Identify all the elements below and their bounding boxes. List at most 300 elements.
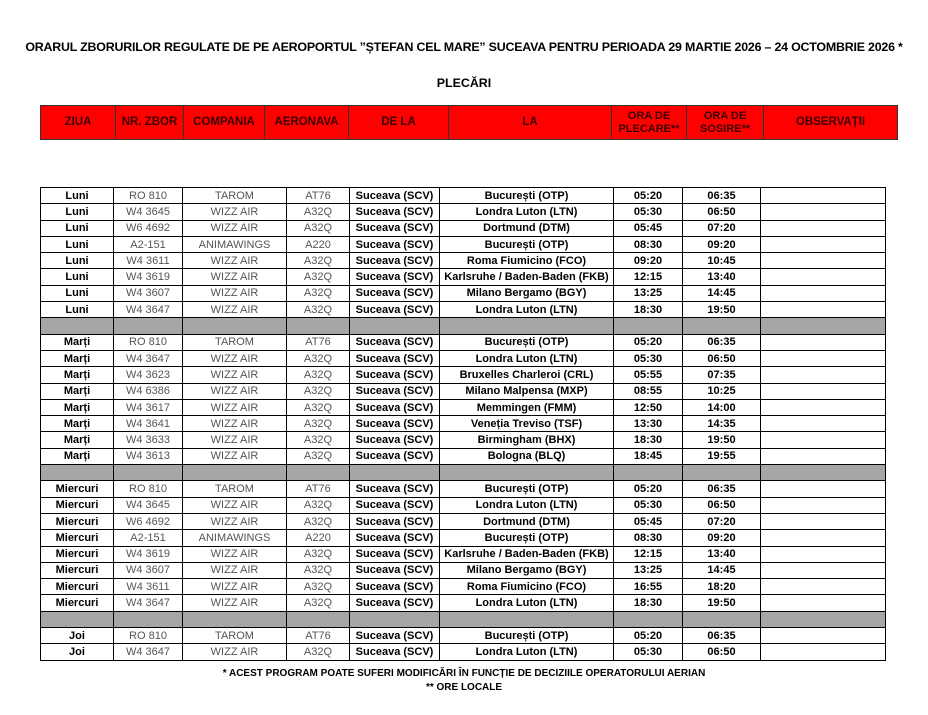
flight-number-cell: W4 3619	[114, 546, 183, 562]
arrival-time-cell: 19:50	[683, 432, 761, 448]
airline-cell: WIZZ AIR	[183, 383, 287, 399]
aircraft-cell: A32Q	[287, 513, 350, 529]
airline-cell: WIZZ AIR	[183, 644, 287, 660]
day-cell: Marți	[41, 399, 114, 415]
flight-number-cell: W4 3647	[114, 595, 183, 611]
flight-number-cell: W4 3623	[114, 367, 183, 383]
flight-row	[41, 448, 886, 464]
separator-cell	[183, 318, 287, 334]
notes-cell	[761, 416, 886, 432]
day-cell: Marți	[41, 383, 114, 399]
arrival-time-cell: 10:45	[683, 253, 761, 269]
separator-cell	[350, 318, 440, 334]
day-cell: Marți	[41, 416, 114, 432]
flight-row	[41, 334, 886, 350]
departure-time-cell: 18:30	[614, 432, 683, 448]
flight-row	[41, 628, 886, 644]
departure-time-cell: 08:30	[614, 236, 683, 252]
arrival-time-cell: 06:50	[683, 204, 761, 220]
departure-time-cell: 09:20	[614, 253, 683, 269]
origin-cell: Suceava (SCV)	[350, 236, 440, 252]
aircraft-cell: AT76	[287, 628, 350, 644]
departure-time-cell: 13:25	[614, 562, 683, 578]
flight-number-cell: W4 3611	[114, 253, 183, 269]
arrival-time-cell: 09:20	[683, 530, 761, 546]
notes-cell	[761, 220, 886, 236]
separator-cell	[683, 611, 761, 627]
header-to: LA	[449, 106, 612, 140]
day-cell: Miercuri	[41, 562, 114, 578]
flight-row	[41, 220, 886, 236]
day-cell: Luni	[41, 253, 114, 269]
arrival-time-cell: 06:50	[683, 350, 761, 366]
aircraft-cell: A220	[287, 236, 350, 252]
separator-cell	[350, 465, 440, 481]
airline-cell: ANIMAWINGS	[183, 530, 287, 546]
aircraft-cell: A32Q	[287, 399, 350, 415]
departure-time-cell: 12:50	[614, 399, 683, 415]
arrival-time-cell: 06:50	[683, 497, 761, 513]
flight-row	[41, 188, 886, 204]
separator-cell	[287, 318, 350, 334]
flight-row	[41, 383, 886, 399]
day-cell: Marți	[41, 350, 114, 366]
notes-cell	[761, 253, 886, 269]
destination-cell: Dortmund (DTM)	[440, 513, 614, 529]
airline-cell: WIZZ AIR	[183, 562, 287, 578]
separator-cell	[114, 318, 183, 334]
arrival-time-cell: 07:20	[683, 220, 761, 236]
aircraft-cell: AT76	[287, 481, 350, 497]
day-separator-row	[41, 318, 886, 334]
notes-cell	[761, 367, 886, 383]
aircraft-cell: A32Q	[287, 644, 350, 660]
day-cell: Joi	[41, 644, 114, 660]
origin-cell: Suceava (SCV)	[350, 416, 440, 432]
notes-cell	[761, 334, 886, 350]
airline-cell: TAROM	[183, 628, 287, 644]
header-from: DE LA	[349, 106, 449, 140]
departure-time-cell: 05:45	[614, 220, 683, 236]
arrival-time-cell: 06:35	[683, 481, 761, 497]
flight-number-cell: W4 3611	[114, 579, 183, 595]
arrival-time-cell: 19:50	[683, 302, 761, 318]
header-arrival: ORA DE SOSIRE**	[687, 106, 764, 140]
separator-cell	[440, 611, 614, 627]
flight-row	[41, 399, 886, 415]
document-title: ORARUL ZBORURILOR REGULATE DE PE AEROPORTUL ”ȘTEFAN CEL MARE” SUCEAVA PENTRU PERIOADA 29 MARTIE 2026 – 24 OCTOMBRIE 2026 *	[25, 40, 903, 54]
separator-cell	[761, 611, 886, 627]
destination-cell: Veneția Treviso (TSF)	[440, 416, 614, 432]
departure-time-cell: 12:15	[614, 546, 683, 562]
separator-cell	[114, 611, 183, 627]
airline-cell: WIZZ AIR	[183, 432, 287, 448]
day-cell: Miercuri	[41, 513, 114, 529]
destination-cell: Milano Bergamo (BGY)	[440, 562, 614, 578]
airline-cell: WIZZ AIR	[183, 204, 287, 220]
destination-cell: Bruxelles Charleroi (CRL)	[440, 367, 614, 383]
day-separator-row	[41, 465, 886, 481]
departure-time-cell: 13:30	[614, 416, 683, 432]
destination-cell: Londra Luton (LTN)	[440, 644, 614, 660]
separator-cell	[761, 465, 886, 481]
aircraft-cell: A32Q	[287, 579, 350, 595]
arrival-time-cell: 07:35	[683, 367, 761, 383]
arrival-time-cell: 14:00	[683, 399, 761, 415]
destination-cell: Karlsruhe / Baden-Baden (FKB)	[440, 269, 614, 285]
destination-cell: Londra Luton (LTN)	[440, 302, 614, 318]
flight-row	[41, 236, 886, 252]
airline-cell: WIZZ AIR	[183, 416, 287, 432]
origin-cell: Suceava (SCV)	[350, 513, 440, 529]
arrival-time-cell: 09:20	[683, 236, 761, 252]
aircraft-cell: A32Q	[287, 546, 350, 562]
header-airline: COMPANIA	[184, 106, 265, 140]
arrival-time-cell: 14:45	[683, 285, 761, 301]
origin-cell: Suceava (SCV)	[350, 432, 440, 448]
flight-row	[41, 579, 886, 595]
header-day: ZIUA	[41, 106, 116, 140]
aircraft-cell: A32Q	[287, 416, 350, 432]
aircraft-cell: A32Q	[287, 350, 350, 366]
separator-cell	[114, 465, 183, 481]
notes-cell	[761, 562, 886, 578]
aircraft-cell: A32Q	[287, 204, 350, 220]
day-cell: Miercuri	[41, 530, 114, 546]
departure-time-cell: 08:55	[614, 383, 683, 399]
airline-cell: WIZZ AIR	[183, 579, 287, 595]
flight-number-cell: W4 3619	[114, 269, 183, 285]
day-cell: Miercuri	[41, 497, 114, 513]
aircraft-cell: A32Q	[287, 269, 350, 285]
aircraft-cell: AT76	[287, 334, 350, 350]
notes-cell	[761, 204, 886, 220]
destination-cell: București (OTP)	[440, 628, 614, 644]
aircraft-cell: A32Q	[287, 562, 350, 578]
notes-cell	[761, 269, 886, 285]
airline-cell: WIZZ AIR	[183, 546, 287, 562]
notes-cell	[761, 628, 886, 644]
departure-time-cell: 18:30	[614, 595, 683, 611]
separator-cell	[183, 611, 287, 627]
origin-cell: Suceava (SCV)	[350, 546, 440, 562]
aircraft-cell: A32Q	[287, 432, 350, 448]
flight-row	[41, 302, 886, 318]
destination-cell: Roma Fiumicino (FCO)	[440, 253, 614, 269]
origin-cell: Suceava (SCV)	[350, 481, 440, 497]
notes-cell	[761, 448, 886, 464]
notes-cell	[761, 644, 886, 660]
destination-cell: Milano Bergamo (BGY)	[440, 285, 614, 301]
separator-cell	[683, 465, 761, 481]
origin-cell: Suceava (SCV)	[350, 204, 440, 220]
separator-cell	[287, 465, 350, 481]
flight-number-cell: W4 6386	[114, 383, 183, 399]
separator-cell	[614, 465, 683, 481]
destination-cell: Dortmund (DTM)	[440, 220, 614, 236]
origin-cell: Suceava (SCV)	[350, 530, 440, 546]
destination-cell: Milano Malpensa (MXP)	[440, 383, 614, 399]
airline-cell: TAROM	[183, 334, 287, 350]
arrival-time-cell: 07:20	[683, 513, 761, 529]
day-cell: Luni	[41, 302, 114, 318]
notes-cell	[761, 236, 886, 252]
separator-cell	[41, 611, 114, 627]
day-cell: Joi	[41, 628, 114, 644]
flight-row	[41, 416, 886, 432]
flight-row	[41, 497, 886, 513]
origin-cell: Suceava (SCV)	[350, 285, 440, 301]
notes-cell	[761, 579, 886, 595]
header-departure: ORA DE PLECARE**	[612, 106, 687, 140]
arrival-time-cell: 14:45	[683, 562, 761, 578]
airline-cell: WIZZ AIR	[183, 497, 287, 513]
departure-time-cell: 05:20	[614, 188, 683, 204]
origin-cell: Suceava (SCV)	[350, 188, 440, 204]
flight-number-cell: W4 3607	[114, 285, 183, 301]
departure-time-cell: 05:20	[614, 481, 683, 497]
destination-cell: Londra Luton (LTN)	[440, 595, 614, 611]
origin-cell: Suceava (SCV)	[350, 334, 440, 350]
departure-time-cell: 05:30	[614, 644, 683, 660]
flight-number-cell: A2-151	[114, 236, 183, 252]
airline-cell: WIZZ AIR	[183, 220, 287, 236]
destination-cell: București (OTP)	[440, 481, 614, 497]
destination-cell: Bologna (BLQ)	[440, 448, 614, 464]
flight-row	[41, 595, 886, 611]
destination-cell: București (OTP)	[440, 188, 614, 204]
departure-time-cell: 05:45	[614, 513, 683, 529]
separator-cell	[183, 465, 287, 481]
flight-row	[41, 481, 886, 497]
origin-cell: Suceava (SCV)	[350, 644, 440, 660]
departure-time-cell: 08:30	[614, 530, 683, 546]
day-cell: Luni	[41, 204, 114, 220]
separator-cell	[350, 611, 440, 627]
flight-row	[41, 269, 886, 285]
arrival-time-cell: 06:50	[683, 644, 761, 660]
departure-time-cell: 18:30	[614, 302, 683, 318]
flight-number-cell: W4 3647	[114, 350, 183, 366]
departure-time-cell: 16:55	[614, 579, 683, 595]
departure-time-cell: 13:25	[614, 285, 683, 301]
aircraft-cell: A32Q	[287, 285, 350, 301]
aircraft-cell: A32Q	[287, 497, 350, 513]
day-cell: Luni	[41, 269, 114, 285]
notes-cell	[761, 513, 886, 529]
airline-cell: TAROM	[183, 188, 287, 204]
flight-number-cell: RO 810	[114, 188, 183, 204]
destination-cell: Londra Luton (LTN)	[440, 204, 614, 220]
flight-row	[41, 644, 886, 660]
separator-cell	[41, 318, 114, 334]
origin-cell: Suceava (SCV)	[350, 595, 440, 611]
day-cell: Luni	[41, 188, 114, 204]
arrival-time-cell: 19:55	[683, 448, 761, 464]
notes-cell	[761, 595, 886, 611]
separator-cell	[440, 318, 614, 334]
notes-cell	[761, 383, 886, 399]
departure-time-cell: 05:30	[614, 204, 683, 220]
destination-cell: Memmingen (FMM)	[440, 399, 614, 415]
destination-cell: Birmingham (BHX)	[440, 432, 614, 448]
destination-cell: București (OTP)	[440, 530, 614, 546]
origin-cell: Suceava (SCV)	[350, 269, 440, 285]
flight-row	[41, 432, 886, 448]
origin-cell: Suceava (SCV)	[350, 350, 440, 366]
airline-cell: WIZZ AIR	[183, 399, 287, 415]
day-cell: Miercuri	[41, 546, 114, 562]
separator-cell	[761, 318, 886, 334]
departure-time-cell: 12:15	[614, 269, 683, 285]
airline-cell: WIZZ AIR	[183, 269, 287, 285]
flight-number-cell: W4 3645	[114, 204, 183, 220]
separator-cell	[287, 611, 350, 627]
flight-number-cell: W4 3647	[114, 302, 183, 318]
origin-cell: Suceava (SCV)	[350, 562, 440, 578]
departure-time-cell: 05:55	[614, 367, 683, 383]
day-cell: Marți	[41, 334, 114, 350]
flight-number-cell: W4 3633	[114, 432, 183, 448]
destination-cell: Londra Luton (LTN)	[440, 497, 614, 513]
origin-cell: Suceava (SCV)	[350, 448, 440, 464]
arrival-time-cell: 06:35	[683, 628, 761, 644]
flight-number-cell: RO 810	[114, 481, 183, 497]
flight-number-cell: W6 4692	[114, 513, 183, 529]
flight-row	[41, 367, 886, 383]
airline-cell: WIZZ AIR	[183, 595, 287, 611]
destination-cell: Roma Fiumicino (FCO)	[440, 579, 614, 595]
departure-time-cell: 18:45	[614, 448, 683, 464]
notes-cell	[761, 546, 886, 562]
origin-cell: Suceava (SCV)	[350, 302, 440, 318]
departure-time-cell: 05:30	[614, 350, 683, 366]
aircraft-cell: A32Q	[287, 302, 350, 318]
separator-cell	[440, 465, 614, 481]
flight-number-cell: W4 3613	[114, 448, 183, 464]
header-flight-no: NR. ZBOR	[116, 106, 184, 140]
header-aircraft: AERONAVA	[265, 106, 349, 140]
notes-cell	[761, 188, 886, 204]
header-row	[41, 106, 898, 140]
arrival-time-cell: 14:35	[683, 416, 761, 432]
day-cell: Luni	[41, 236, 114, 252]
origin-cell: Suceava (SCV)	[350, 497, 440, 513]
airline-cell: WIZZ AIR	[183, 253, 287, 269]
departure-time-cell: 05:30	[614, 497, 683, 513]
aircraft-cell: A32Q	[287, 383, 350, 399]
notes-cell	[761, 497, 886, 513]
day-cell: Luni	[41, 285, 114, 301]
origin-cell: Suceava (SCV)	[350, 628, 440, 644]
day-cell: Miercuri	[41, 595, 114, 611]
arrival-time-cell: 18:20	[683, 579, 761, 595]
notes-cell	[761, 481, 886, 497]
header-table	[40, 105, 898, 140]
flight-number-cell: A2-151	[114, 530, 183, 546]
origin-cell: Suceava (SCV)	[350, 579, 440, 595]
footnote-local-times: ** ORE LOCALE	[425, 682, 503, 693]
flight-row	[41, 204, 886, 220]
separator-cell	[683, 318, 761, 334]
section-title: PLECĂRI	[436, 76, 492, 90]
destination-cell: Londra Luton (LTN)	[440, 350, 614, 366]
flight-row	[41, 530, 886, 546]
flight-row	[41, 546, 886, 562]
day-cell: Marți	[41, 448, 114, 464]
separator-cell	[614, 611, 683, 627]
arrival-time-cell: 13:40	[683, 546, 761, 562]
aircraft-cell: AT76	[287, 188, 350, 204]
flight-number-cell: W4 3647	[114, 644, 183, 660]
flight-number-cell: RO 810	[114, 628, 183, 644]
arrival-time-cell: 13:40	[683, 269, 761, 285]
flights-table	[40, 187, 886, 661]
notes-cell	[761, 302, 886, 318]
notes-cell	[761, 530, 886, 546]
flight-row	[41, 562, 886, 578]
arrival-time-cell: 06:35	[683, 188, 761, 204]
header-notes: OBSERVAȚII	[764, 106, 898, 140]
arrival-time-cell: 10:25	[683, 383, 761, 399]
flight-number-cell: W4 3617	[114, 399, 183, 415]
origin-cell: Suceava (SCV)	[350, 367, 440, 383]
flight-number-cell: W4 3645	[114, 497, 183, 513]
day-cell: Miercuri	[41, 579, 114, 595]
day-cell: Miercuri	[41, 481, 114, 497]
separator-cell	[41, 465, 114, 481]
notes-cell	[761, 399, 886, 415]
aircraft-cell: A32Q	[287, 367, 350, 383]
footnote-program-changes: * ACEST PROGRAM POATE SUFERI MODIFICĂRI ÎN FUNCȚIE DE DECIZIILE OPERATORULUI AERIAN	[222, 668, 706, 679]
origin-cell: Suceava (SCV)	[350, 399, 440, 415]
flight-row	[41, 513, 886, 529]
aircraft-cell: A220	[287, 530, 350, 546]
day-cell: Luni	[41, 220, 114, 236]
airline-cell: WIZZ AIR	[183, 285, 287, 301]
aircraft-cell: A32Q	[287, 448, 350, 464]
airline-cell: WIZZ AIR	[183, 367, 287, 383]
origin-cell: Suceava (SCV)	[350, 253, 440, 269]
day-cell: Marți	[41, 432, 114, 448]
aircraft-cell: A32Q	[287, 220, 350, 236]
flight-number-cell: RO 810	[114, 334, 183, 350]
notes-cell	[761, 432, 886, 448]
destination-cell: București (OTP)	[440, 334, 614, 350]
destination-cell: Karlsruhe / Baden-Baden (FKB)	[440, 546, 614, 562]
aircraft-cell: A32Q	[287, 595, 350, 611]
airline-cell: WIZZ AIR	[183, 513, 287, 529]
airline-cell: WIZZ AIR	[183, 350, 287, 366]
day-cell: Marți	[41, 367, 114, 383]
airline-cell: TAROM	[183, 481, 287, 497]
flight-row	[41, 350, 886, 366]
flights-body	[41, 188, 886, 661]
notes-cell	[761, 285, 886, 301]
aircraft-cell: A32Q	[287, 253, 350, 269]
separator-cell	[614, 318, 683, 334]
origin-cell: Suceava (SCV)	[350, 383, 440, 399]
destination-cell: București (OTP)	[440, 236, 614, 252]
flight-row	[41, 253, 886, 269]
notes-cell	[761, 350, 886, 366]
airline-cell: ANIMAWINGS	[183, 236, 287, 252]
airline-cell: WIZZ AIR	[183, 302, 287, 318]
departure-time-cell: 05:20	[614, 334, 683, 350]
flight-number-cell: W4 3607	[114, 562, 183, 578]
arrival-time-cell: 06:35	[683, 334, 761, 350]
flight-number-cell: W4 3641	[114, 416, 183, 432]
